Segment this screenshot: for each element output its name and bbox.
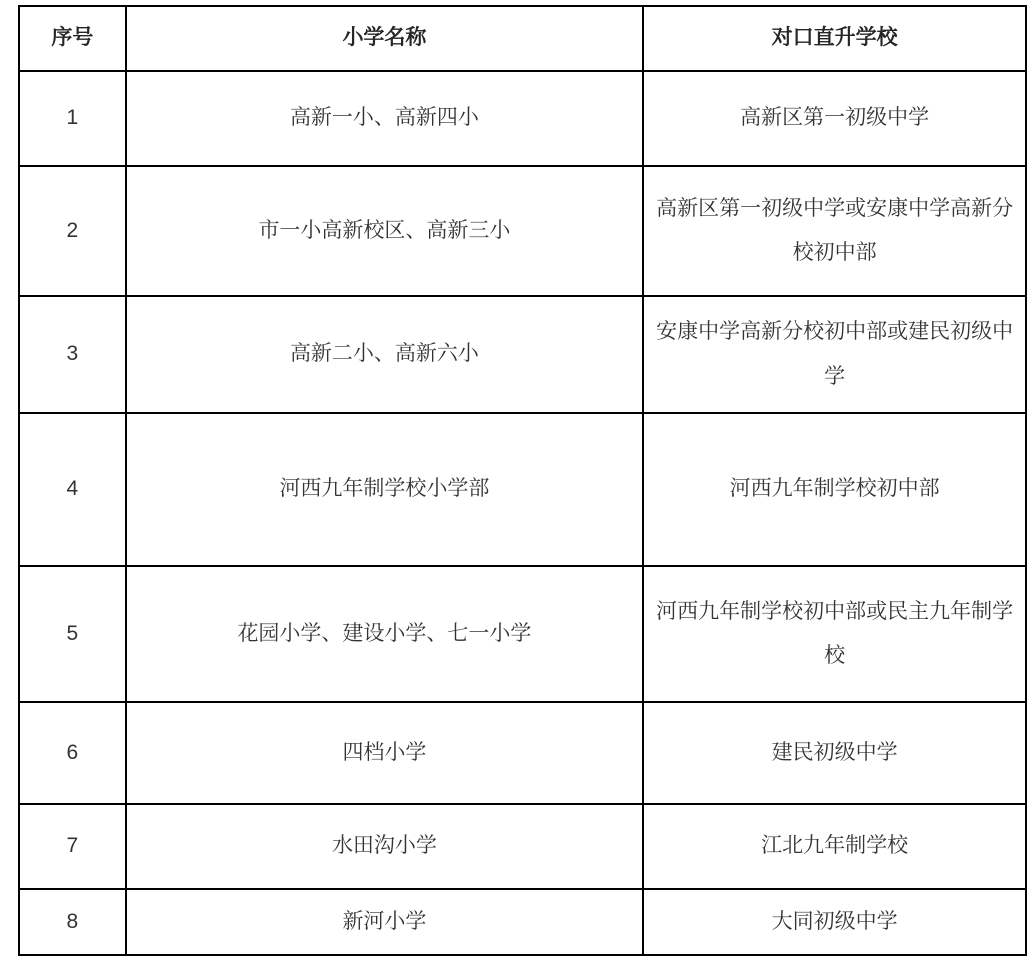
table-row xyxy=(19,702,1026,804)
cell-school: 河西九年制学校小学部 xyxy=(126,413,643,566)
promotion-table xyxy=(18,5,1027,956)
cell-target: 高新区第一初级中学或安康中学高新分校初中部 xyxy=(643,166,1026,296)
cell-index: 3 xyxy=(19,296,126,413)
table-row xyxy=(19,166,1026,296)
cell-target: 建民初级中学 xyxy=(643,702,1026,804)
cell-index: 7 xyxy=(19,804,126,889)
cell-index: 4 xyxy=(19,413,126,566)
cell-target: 高新区第一初级中学 xyxy=(643,71,1026,166)
cell-school: 花园小学、建设小学、七一小学 xyxy=(126,566,643,702)
cell-index: 8 xyxy=(19,889,126,955)
table-row xyxy=(19,413,1026,566)
cell-index: 1 xyxy=(19,71,126,166)
promotion-table-container xyxy=(18,5,1027,956)
cell-school: 水田沟小学 xyxy=(126,804,643,889)
table-row xyxy=(19,566,1026,702)
header-cell-school: 小学名称 xyxy=(126,6,643,71)
cell-school: 高新一小、高新四小 xyxy=(126,71,643,166)
cell-school: 新河小学 xyxy=(126,889,643,955)
cell-target: 河西九年制学校初中部或民主九年制学校 xyxy=(643,566,1026,702)
table-header-row xyxy=(19,6,1026,71)
table-row xyxy=(19,804,1026,889)
cell-school: 高新二小、高新六小 xyxy=(126,296,643,413)
cell-index: 6 xyxy=(19,702,126,804)
table-row xyxy=(19,71,1026,166)
header-cell-target: 对口直升学校 xyxy=(643,6,1026,71)
cell-index: 2 xyxy=(19,166,126,296)
cell-target: 河西九年制学校初中部 xyxy=(643,413,1026,566)
table-row xyxy=(19,889,1026,955)
cell-school: 市一小高新校区、高新三小 xyxy=(126,166,643,296)
cell-target: 安康中学高新分校初中部或建民初级中学 xyxy=(643,296,1026,413)
cell-target: 大同初级中学 xyxy=(643,889,1026,955)
cell-school: 四档小学 xyxy=(126,702,643,804)
cell-target: 江北九年制学校 xyxy=(643,804,1026,889)
header-cell-index: 序号 xyxy=(19,6,126,71)
cell-index: 5 xyxy=(19,566,126,702)
table-row xyxy=(19,296,1026,413)
